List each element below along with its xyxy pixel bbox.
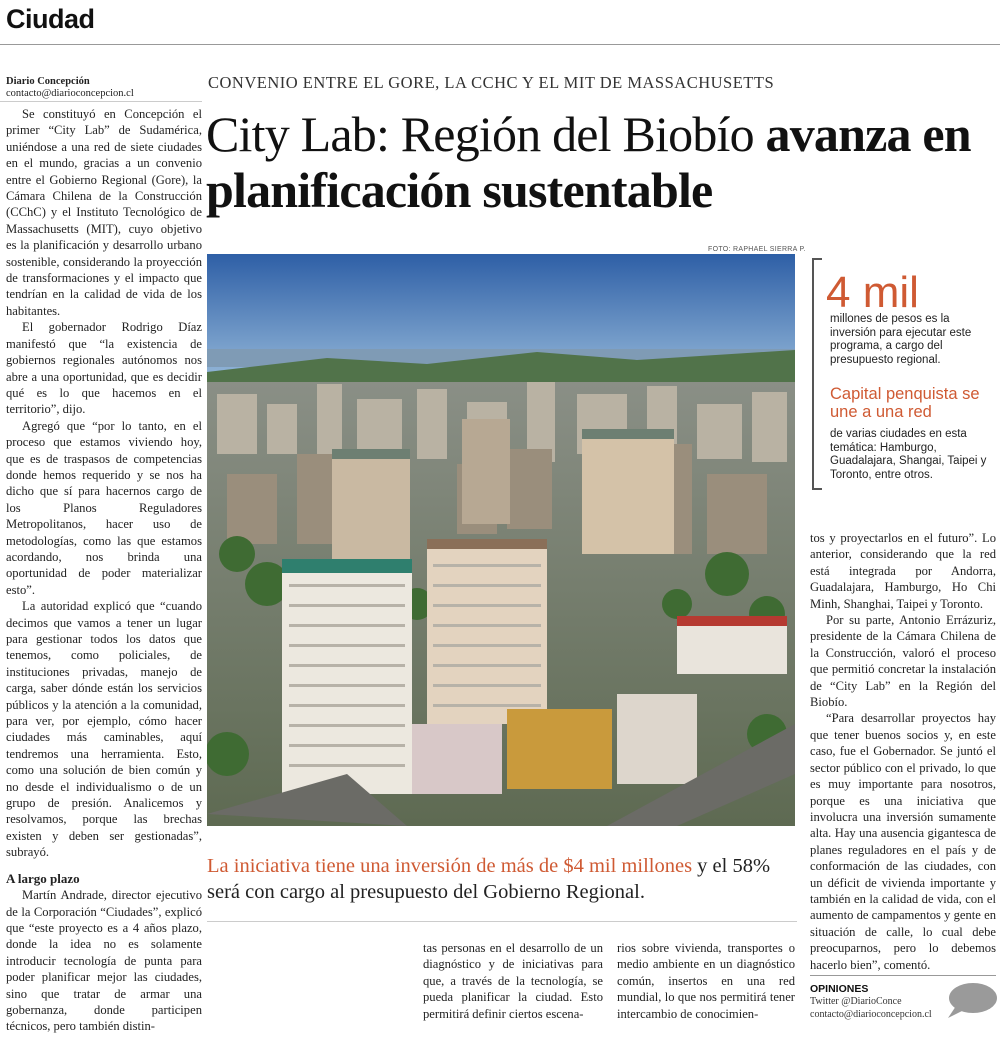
byline-divider <box>0 101 202 102</box>
pull-quote-divider <box>207 921 797 922</box>
headline <box>206 106 996 218</box>
paragraph: La autoridad explicó que “cuando decimos que vamos a tener un lugar para gestionar todos los datos que tenemos, como policiales, de instituciones privadas, manejo de carga, saber dónde están los servicios públicos y la atención a la comunidad, para ver, por ejemplo, cómo hacer ciudades más caminables, aquí tendremos una herramienta. Esto, como una solución de bien común y no desde el individualismo o de un grupo de presión. Analicemos y resolvamos, porque las brechas existen y deben ser gestionadas”, subrayó. <box>6 599 202 860</box>
headline-bold: avanza en planificación sustentable <box>206 106 971 218</box>
section-title: Ciudad <box>6 4 95 34</box>
byline <box>6 76 202 100</box>
factbox-subtitle: Capital penquista se une a una red <box>830 385 980 421</box>
paragraph: El gobernador Rodrigo Díaz manifestó que “la existencia de gobiernos regionales autónomos nos abre a una oportunidad, que es decidir qué es lo que hacemos en el territorio”, dijo. <box>6 320 202 417</box>
byline-email: contacto@diarioconcepcion.cl <box>6 88 134 99</box>
paragraph: tas personas en el desarrollo de un diagnóstico y de iniciativas para que, a través de la tecnología, se pueda planificar la ciudad. Esto permitirá definir ciertos escena- <box>423 941 603 1021</box>
paragraph: Martín Andrade, director ejecutivo de la Corporación “Ciudades”, explicó que “este proyecto es a 4 años plazo, donde la idea no es solamente introducir tecnología de punta para poder planificar mejor las ciudades, sino que tratar de armar una gobernanza, donde participen técnicos, pero también distin- <box>6 888 202 1034</box>
paragraph: Por su parte, Antonio Errázuriz, presidente de la Cámara Chilena de la Construcción, valoró el proceso que permitió concretar la instalación de “City Lab” en la Región del Biobío. <box>810 613 996 710</box>
photo-credit: FOTO: RAPHAEL SIERRA P. <box>708 246 806 253</box>
pull-quote <box>207 853 797 905</box>
factbox-bracket <box>812 258 822 490</box>
city-photo-illustration <box>207 254 795 826</box>
opinions-email: contacto@diarioconcepcion.cl <box>810 1009 932 1020</box>
paragraph: rios sobre vivienda, transportes o medio ambiente en un diagnóstico común, insertos en una red mundial, lo que nos permitirá tener intercambio de conocimien- <box>617 941 795 1021</box>
speech-bubble-icon <box>944 982 998 1020</box>
article-column-bottom-2 <box>617 940 795 1022</box>
kicker: CONVENIO ENTRE EL GORE, LA CCHC Y EL MIT DE MASSACHUSETTS <box>208 73 775 92</box>
opinions-title: OPINIONES <box>810 983 869 995</box>
paragraph: Se constituyó en Concepción el primer “City Lab” de Sudamérica, uniéndose a una red de siete ciudades en el mundo, gracias a un convenio entre el Gobierno Regional (Gore), la Cámara Chilena de la Construcción (CChC) y el Instituto Tecnológico de Massachusetts (MIT), cuyo objetivo es la planificación y desarrollo urbano sostenible, considerando la proyección de transformaciones y el impacto que tendrían en la calidad de vida de los habitantes. <box>6 107 202 318</box>
paragraph: “Para desarrollar proyectos hay que tener buenos socios y, en este caso, fue el Gobernador. Se juntó el sector público con el privado, lo que es muy importante para nosotros, porque es una iniciativa que involucra una inversión sumamente alta. Hay una ausencia gigantesca de planes reguladores en el país y de conformación de las ciudades, con un déficit de vivienda importante y también en la calidad de vida, con el aumento de campamentos y gente en situación de calle, lo cual debe preocuparnos, pero lo debemos hacerlo bien”, comentó. <box>810 711 996 972</box>
paragraph: Agregó que “por lo tanto, en el proceso que estamos viviendo hoy, que es de traspasos de competencias donde hemos requerido y se nos ha dicho que sí para hacernos cargo de los Planos Reguladores Metropolitanos, hacer uso de metodologías, como las que estamos acordando, nos brinda una oportunidad de poder materializar esto”. <box>6 418 202 597</box>
byline-name: Diario Concepción <box>6 76 90 87</box>
article-column-right <box>810 530 996 973</box>
subheading: A largo plazo <box>6 870 80 886</box>
paragraph: tos y proyectarlos en el futuro”. Lo anterior, considerando que la red está integrada por Andorra, Guadalajara, Hamburgo, Ho Chi Minh, Shanghai, Taipei y Toronto. <box>810 531 996 611</box>
factbox-subdescription: de varias ciudades en esta temática: Hamburgo, Guadalajara, Shangai, Taipei y Toronto, entre otros. <box>830 428 987 481</box>
article-column-left <box>6 106 202 1035</box>
headline-regular: City Lab: Región del Biobío <box>206 106 766 162</box>
city-aerial-photo <box>207 254 795 826</box>
opinions-divider <box>810 975 996 976</box>
pull-quote-highlight: La iniciativa tiene una inversión de más de $4 mil millones <box>207 855 693 877</box>
article-column-bottom-1 <box>423 940 603 1022</box>
section-divider <box>0 44 1000 45</box>
factbox-number: 4 mil <box>826 268 919 317</box>
factbox-description: millones de pesos es la inversión para ejecutar este programa, a cargo del presupuesto regional. <box>830 313 972 366</box>
pull-quote-rest: y el 58% será con cargo al presupuesto del Gobierno Regional. <box>207 855 771 903</box>
opinions-twitter: Twitter @DiarioConce <box>810 996 902 1007</box>
